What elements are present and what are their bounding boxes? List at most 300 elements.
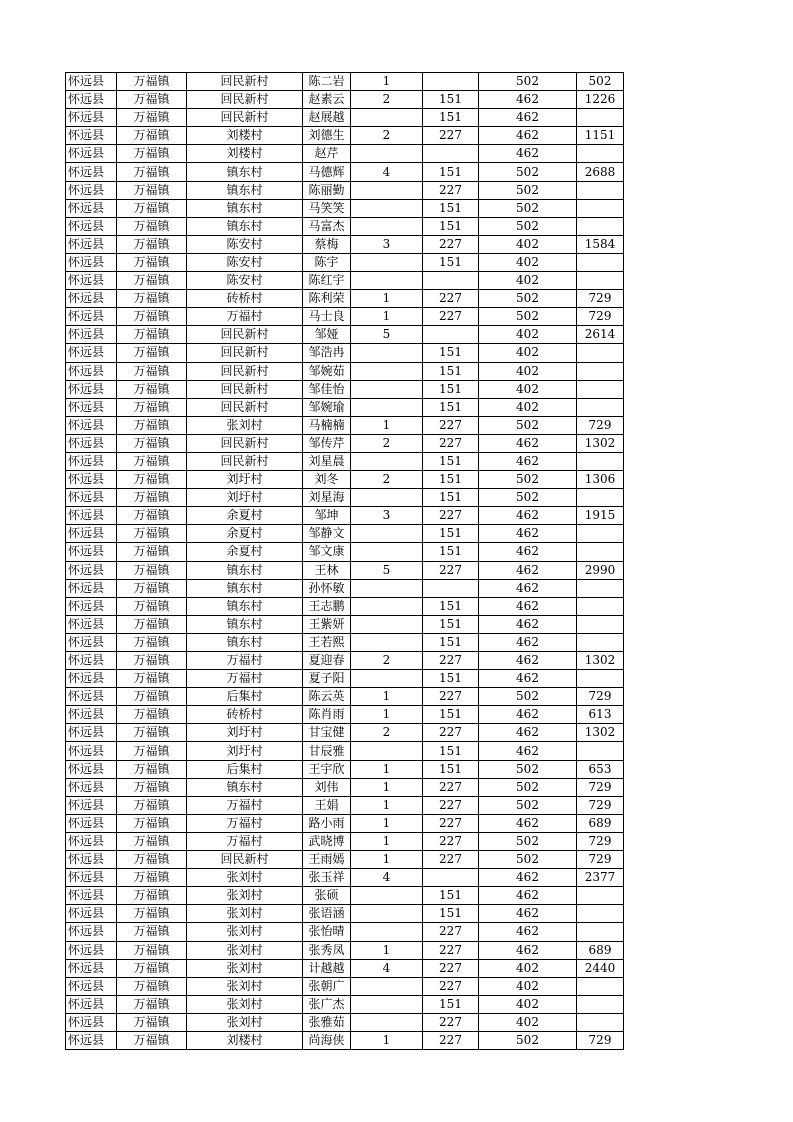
amount-b-cell: 502 bbox=[479, 181, 577, 199]
town-cell: 万福镇 bbox=[117, 923, 187, 941]
amount-a-cell bbox=[423, 272, 479, 290]
amount-a-cell: 227 bbox=[423, 1031, 479, 1049]
amount-b-cell: 502 bbox=[479, 489, 577, 507]
household-size-cell: 2 bbox=[351, 91, 423, 109]
county-cell: 怀远县 bbox=[66, 706, 117, 724]
name-cell: 马德辉 bbox=[303, 163, 351, 181]
total-cell: 729 bbox=[577, 290, 624, 308]
amount-a-cell: 227 bbox=[423, 778, 479, 796]
amount-b-cell: 402 bbox=[479, 362, 577, 380]
county-cell: 怀远县 bbox=[66, 887, 117, 905]
village-cell: 张刘村 bbox=[187, 941, 303, 959]
total-cell: 729 bbox=[577, 851, 624, 869]
name-cell: 甘宝健 bbox=[303, 724, 351, 742]
village-cell: 万福村 bbox=[187, 832, 303, 850]
town-cell: 万福镇 bbox=[117, 416, 187, 434]
village-cell: 镇东村 bbox=[187, 633, 303, 651]
total-cell bbox=[577, 344, 624, 362]
table-row bbox=[66, 199, 624, 217]
county-cell: 怀远县 bbox=[66, 109, 117, 127]
village-cell: 万福村 bbox=[187, 670, 303, 688]
county-cell: 怀远县 bbox=[66, 326, 117, 344]
total-cell bbox=[577, 1013, 624, 1031]
village-cell: 张刘村 bbox=[187, 887, 303, 905]
town-cell: 万福镇 bbox=[117, 742, 187, 760]
total-cell bbox=[577, 923, 624, 941]
total-cell: 1302 bbox=[577, 724, 624, 742]
table-row bbox=[66, 597, 624, 615]
amount-b-cell: 402 bbox=[479, 959, 577, 977]
household-size-cell bbox=[351, 977, 423, 995]
town-cell: 万福镇 bbox=[117, 724, 187, 742]
table-row bbox=[66, 652, 624, 670]
table-row bbox=[66, 398, 624, 416]
village-cell: 刘楼村 bbox=[187, 1031, 303, 1049]
town-cell: 万福镇 bbox=[117, 597, 187, 615]
amount-a-cell: 227 bbox=[423, 290, 479, 308]
village-cell: 万福村 bbox=[187, 652, 303, 670]
town-cell: 万福镇 bbox=[117, 615, 187, 633]
county-cell: 怀远县 bbox=[66, 579, 117, 597]
household-size-cell: 2 bbox=[351, 127, 423, 145]
town-cell: 万福镇 bbox=[117, 959, 187, 977]
table-row bbox=[66, 543, 624, 561]
name-cell: 马士良 bbox=[303, 308, 351, 326]
name-cell: 刘德生 bbox=[303, 127, 351, 145]
county-cell: 怀远县 bbox=[66, 633, 117, 651]
town-cell: 万福镇 bbox=[117, 941, 187, 959]
amount-b-cell: 402 bbox=[479, 995, 577, 1013]
amount-a-cell: 151 bbox=[423, 109, 479, 127]
table-row bbox=[66, 253, 624, 271]
town-cell: 万福镇 bbox=[117, 869, 187, 887]
village-cell: 张刘村 bbox=[187, 923, 303, 941]
table-row bbox=[66, 742, 624, 760]
amount-a-cell: 227 bbox=[423, 923, 479, 941]
amount-b-cell: 502 bbox=[479, 760, 577, 778]
amount-b-cell: 462 bbox=[479, 615, 577, 633]
amount-b-cell: 402 bbox=[479, 235, 577, 253]
total-cell bbox=[577, 452, 624, 470]
name-cell: 邹婉瑜 bbox=[303, 398, 351, 416]
town-cell: 万福镇 bbox=[117, 290, 187, 308]
amount-b-cell: 462 bbox=[479, 941, 577, 959]
household-size-cell: 1 bbox=[351, 73, 423, 91]
name-cell: 刘冬 bbox=[303, 471, 351, 489]
table-row bbox=[66, 869, 624, 887]
amount-b-cell: 462 bbox=[479, 452, 577, 470]
amount-b-cell: 462 bbox=[479, 706, 577, 724]
amount-a-cell: 227 bbox=[423, 652, 479, 670]
county-cell: 怀远县 bbox=[66, 688, 117, 706]
table-row bbox=[66, 814, 624, 832]
amount-a-cell bbox=[423, 145, 479, 163]
county-cell: 怀远县 bbox=[66, 652, 117, 670]
county-cell: 怀远县 bbox=[66, 489, 117, 507]
town-cell: 万福镇 bbox=[117, 380, 187, 398]
amount-a-cell bbox=[423, 869, 479, 887]
name-cell: 张朝广 bbox=[303, 977, 351, 995]
amount-b-cell: 462 bbox=[479, 670, 577, 688]
table-row bbox=[66, 181, 624, 199]
household-size-cell: 1 bbox=[351, 706, 423, 724]
total-cell: 729 bbox=[577, 796, 624, 814]
name-cell: 王娟 bbox=[303, 796, 351, 814]
county-cell: 怀远县 bbox=[66, 959, 117, 977]
total-cell bbox=[577, 887, 624, 905]
village-cell: 余夏村 bbox=[187, 543, 303, 561]
town-cell: 万福镇 bbox=[117, 688, 187, 706]
amount-a-cell bbox=[423, 579, 479, 597]
amount-a-cell: 227 bbox=[423, 416, 479, 434]
village-cell: 张刘村 bbox=[187, 905, 303, 923]
village-cell: 后集村 bbox=[187, 760, 303, 778]
county-cell: 怀远县 bbox=[66, 525, 117, 543]
county-cell: 怀远县 bbox=[66, 851, 117, 869]
household-size-cell: 2 bbox=[351, 471, 423, 489]
amount-a-cell: 227 bbox=[423, 235, 479, 253]
table-row bbox=[66, 344, 624, 362]
village-cell: 刘圩村 bbox=[187, 742, 303, 760]
amount-a-cell: 151 bbox=[423, 995, 479, 1013]
household-size-cell bbox=[351, 344, 423, 362]
table-row bbox=[66, 633, 624, 651]
name-cell: 刘伟 bbox=[303, 778, 351, 796]
town-cell: 万福镇 bbox=[117, 1013, 187, 1031]
name-cell: 尚海侠 bbox=[303, 1031, 351, 1049]
village-cell: 镇东村 bbox=[187, 199, 303, 217]
amount-b-cell: 462 bbox=[479, 652, 577, 670]
town-cell: 万福镇 bbox=[117, 814, 187, 832]
county-cell: 怀远县 bbox=[66, 760, 117, 778]
name-cell: 路小雨 bbox=[303, 814, 351, 832]
household-size-cell: 4 bbox=[351, 869, 423, 887]
county-cell: 怀远县 bbox=[66, 814, 117, 832]
town-cell: 万福镇 bbox=[117, 760, 187, 778]
village-cell: 张刘村 bbox=[187, 416, 303, 434]
county-cell: 怀远县 bbox=[66, 127, 117, 145]
amount-a-cell: 227 bbox=[423, 507, 479, 525]
name-cell: 夏子阳 bbox=[303, 670, 351, 688]
total-cell bbox=[577, 995, 624, 1013]
county-cell: 怀远县 bbox=[66, 362, 117, 380]
county-cell: 怀远县 bbox=[66, 561, 117, 579]
county-cell: 怀远县 bbox=[66, 145, 117, 163]
household-size-cell bbox=[351, 543, 423, 561]
table-row bbox=[66, 724, 624, 742]
amount-b-cell: 502 bbox=[479, 199, 577, 217]
county-cell: 怀远县 bbox=[66, 1031, 117, 1049]
name-cell: 王志鹏 bbox=[303, 597, 351, 615]
amount-b-cell: 462 bbox=[479, 434, 577, 452]
county-cell: 怀远县 bbox=[66, 796, 117, 814]
village-cell: 回民新村 bbox=[187, 344, 303, 362]
county-cell: 怀远县 bbox=[66, 923, 117, 941]
county-cell: 怀远县 bbox=[66, 869, 117, 887]
town-cell: 万福镇 bbox=[117, 796, 187, 814]
village-cell: 张刘村 bbox=[187, 869, 303, 887]
household-size-cell: 4 bbox=[351, 959, 423, 977]
name-cell: 孙怀敏 bbox=[303, 579, 351, 597]
total-cell: 1306 bbox=[577, 471, 624, 489]
total-cell: 2990 bbox=[577, 561, 624, 579]
village-cell: 镇东村 bbox=[187, 778, 303, 796]
amount-a-cell: 227 bbox=[423, 796, 479, 814]
county-cell: 怀远县 bbox=[66, 253, 117, 271]
village-cell: 陈安村 bbox=[187, 272, 303, 290]
household-size-cell: 1 bbox=[351, 416, 423, 434]
county-cell: 怀远县 bbox=[66, 272, 117, 290]
table-row bbox=[66, 1013, 624, 1031]
county-cell: 怀远县 bbox=[66, 597, 117, 615]
amount-b-cell: 462 bbox=[479, 814, 577, 832]
village-cell: 回民新村 bbox=[187, 362, 303, 380]
name-cell: 赵展越 bbox=[303, 109, 351, 127]
table-row bbox=[66, 145, 624, 163]
county-cell: 怀远县 bbox=[66, 543, 117, 561]
amount-a-cell: 151 bbox=[423, 91, 479, 109]
total-cell: 2377 bbox=[577, 869, 624, 887]
household-size-cell: 3 bbox=[351, 235, 423, 253]
amount-b-cell: 402 bbox=[479, 326, 577, 344]
household-size-cell: 4 bbox=[351, 163, 423, 181]
village-cell: 万福村 bbox=[187, 308, 303, 326]
household-size-cell: 1 bbox=[351, 760, 423, 778]
county-cell: 怀远县 bbox=[66, 832, 117, 850]
household-size-cell bbox=[351, 380, 423, 398]
town-cell: 万福镇 bbox=[117, 434, 187, 452]
town-cell: 万福镇 bbox=[117, 199, 187, 217]
amount-b-cell: 502 bbox=[479, 471, 577, 489]
total-cell bbox=[577, 905, 624, 923]
table-row bbox=[66, 434, 624, 452]
amount-b-cell: 462 bbox=[479, 724, 577, 742]
table-row bbox=[66, 615, 624, 633]
household-size-cell bbox=[351, 579, 423, 597]
amount-a-cell: 151 bbox=[423, 633, 479, 651]
county-cell: 怀远县 bbox=[66, 344, 117, 362]
town-cell: 万福镇 bbox=[117, 73, 187, 91]
name-cell: 马楠楠 bbox=[303, 416, 351, 434]
town-cell: 万福镇 bbox=[117, 235, 187, 253]
name-cell: 马富杰 bbox=[303, 217, 351, 235]
table-row bbox=[66, 941, 624, 959]
household-size-cell: 2 bbox=[351, 434, 423, 452]
town-cell: 万福镇 bbox=[117, 163, 187, 181]
table-row bbox=[66, 272, 624, 290]
name-cell: 邹浩冉 bbox=[303, 344, 351, 362]
village-cell: 刘楼村 bbox=[187, 127, 303, 145]
county-cell: 怀远县 bbox=[66, 941, 117, 959]
village-cell: 陈安村 bbox=[187, 253, 303, 271]
table-row bbox=[66, 905, 624, 923]
name-cell: 夏迎春 bbox=[303, 652, 351, 670]
amount-b-cell: 502 bbox=[479, 290, 577, 308]
table-row bbox=[66, 1031, 624, 1049]
household-size-cell bbox=[351, 272, 423, 290]
name-cell: 邹坤 bbox=[303, 507, 351, 525]
table-row bbox=[66, 362, 624, 380]
total-cell bbox=[577, 633, 624, 651]
amount-b-cell: 502 bbox=[479, 416, 577, 434]
name-cell: 王若熙 bbox=[303, 633, 351, 651]
county-cell: 怀远县 bbox=[66, 380, 117, 398]
amount-a-cell: 227 bbox=[423, 561, 479, 579]
village-cell: 镇东村 bbox=[187, 163, 303, 181]
total-cell: 729 bbox=[577, 1031, 624, 1049]
name-cell: 王紫妍 bbox=[303, 615, 351, 633]
amount-a-cell: 227 bbox=[423, 941, 479, 959]
amount-b-cell: 462 bbox=[479, 543, 577, 561]
town-cell: 万福镇 bbox=[117, 525, 187, 543]
total-cell bbox=[577, 597, 624, 615]
amount-a-cell: 151 bbox=[423, 615, 479, 633]
county-cell: 怀远县 bbox=[66, 434, 117, 452]
amount-a-cell: 151 bbox=[423, 362, 479, 380]
name-cell: 陈宇 bbox=[303, 253, 351, 271]
total-cell: 689 bbox=[577, 941, 624, 959]
village-cell: 张刘村 bbox=[187, 1013, 303, 1031]
household-size-cell bbox=[351, 489, 423, 507]
village-cell: 刘圩村 bbox=[187, 489, 303, 507]
village-cell: 张刘村 bbox=[187, 959, 303, 977]
village-cell: 张刘村 bbox=[187, 995, 303, 1013]
village-cell: 余夏村 bbox=[187, 507, 303, 525]
county-cell: 怀远县 bbox=[66, 1013, 117, 1031]
town-cell: 万福镇 bbox=[117, 398, 187, 416]
table-row bbox=[66, 416, 624, 434]
amount-b-cell: 462 bbox=[479, 597, 577, 615]
county-cell: 怀远县 bbox=[66, 471, 117, 489]
county-cell: 怀远县 bbox=[66, 724, 117, 742]
town-cell: 万福镇 bbox=[117, 1031, 187, 1049]
name-cell: 邹婉茹 bbox=[303, 362, 351, 380]
total-cell bbox=[577, 272, 624, 290]
name-cell: 邹传芹 bbox=[303, 434, 351, 452]
name-cell: 陈红宇 bbox=[303, 272, 351, 290]
amount-b-cell: 502 bbox=[479, 796, 577, 814]
amount-a-cell: 151 bbox=[423, 452, 479, 470]
amount-a-cell: 227 bbox=[423, 434, 479, 452]
household-size-cell: 5 bbox=[351, 326, 423, 344]
household-size-cell bbox=[351, 217, 423, 235]
amount-a-cell: 151 bbox=[423, 344, 479, 362]
amount-a-cell: 227 bbox=[423, 308, 479, 326]
table-row bbox=[66, 380, 624, 398]
town-cell: 万福镇 bbox=[117, 91, 187, 109]
total-cell: 689 bbox=[577, 814, 624, 832]
amount-b-cell: 402 bbox=[479, 253, 577, 271]
amount-b-cell: 462 bbox=[479, 145, 577, 163]
amount-a-cell: 227 bbox=[423, 832, 479, 850]
table-row bbox=[66, 308, 624, 326]
amount-a-cell: 151 bbox=[423, 525, 479, 543]
household-size-cell bbox=[351, 633, 423, 651]
table-row bbox=[66, 995, 624, 1013]
table-row bbox=[66, 561, 624, 579]
table-row bbox=[66, 73, 624, 91]
table-row bbox=[66, 796, 624, 814]
total-cell: 1226 bbox=[577, 91, 624, 109]
total-cell: 729 bbox=[577, 832, 624, 850]
total-cell: 613 bbox=[577, 706, 624, 724]
village-cell: 回民新村 bbox=[187, 851, 303, 869]
household-size-cell bbox=[351, 670, 423, 688]
relief-roster-table bbox=[65, 72, 624, 1050]
amount-a-cell: 151 bbox=[423, 706, 479, 724]
county-cell: 怀远县 bbox=[66, 742, 117, 760]
county-cell: 怀远县 bbox=[66, 416, 117, 434]
town-cell: 万福镇 bbox=[117, 253, 187, 271]
total-cell bbox=[577, 145, 624, 163]
amount-a-cell: 151 bbox=[423, 380, 479, 398]
total-cell: 729 bbox=[577, 416, 624, 434]
county-cell: 怀远县 bbox=[66, 452, 117, 470]
table-row bbox=[66, 887, 624, 905]
town-cell: 万福镇 bbox=[117, 326, 187, 344]
household-size-cell: 1 bbox=[351, 290, 423, 308]
table-row bbox=[66, 778, 624, 796]
town-cell: 万福镇 bbox=[117, 670, 187, 688]
total-cell: 2688 bbox=[577, 163, 624, 181]
household-size-cell: 2 bbox=[351, 652, 423, 670]
table-body bbox=[66, 73, 624, 1050]
name-cell: 王宇欣 bbox=[303, 760, 351, 778]
amount-a-cell: 151 bbox=[423, 199, 479, 217]
total-cell: 1915 bbox=[577, 507, 624, 525]
table-row bbox=[66, 525, 624, 543]
table-row bbox=[66, 688, 624, 706]
county-cell: 怀远县 bbox=[66, 398, 117, 416]
name-cell: 张秀凤 bbox=[303, 941, 351, 959]
table-row bbox=[66, 670, 624, 688]
town-cell: 万福镇 bbox=[117, 778, 187, 796]
amount-b-cell: 502 bbox=[479, 688, 577, 706]
table-row bbox=[66, 923, 624, 941]
village-cell: 镇东村 bbox=[187, 181, 303, 199]
town-cell: 万福镇 bbox=[117, 633, 187, 651]
village-cell: 刘楼村 bbox=[187, 145, 303, 163]
total-cell bbox=[577, 579, 624, 597]
county-cell: 怀远县 bbox=[66, 977, 117, 995]
town-cell: 万福镇 bbox=[117, 579, 187, 597]
total-cell: 502 bbox=[577, 73, 624, 91]
total-cell bbox=[577, 109, 624, 127]
name-cell: 张广杰 bbox=[303, 995, 351, 1013]
table-row bbox=[66, 959, 624, 977]
total-cell: 2440 bbox=[577, 959, 624, 977]
table-row bbox=[66, 851, 624, 869]
village-cell: 万福村 bbox=[187, 814, 303, 832]
village-cell: 镇东村 bbox=[187, 615, 303, 633]
household-size-cell bbox=[351, 109, 423, 127]
total-cell bbox=[577, 253, 624, 271]
total-cell bbox=[577, 489, 624, 507]
amount-b-cell: 462 bbox=[479, 905, 577, 923]
total-cell: 729 bbox=[577, 308, 624, 326]
name-cell: 王雨嫣 bbox=[303, 851, 351, 869]
table-row bbox=[66, 579, 624, 597]
amount-a-cell: 151 bbox=[423, 217, 479, 235]
amount-a-cell: 151 bbox=[423, 905, 479, 923]
table-row bbox=[66, 507, 624, 525]
amount-b-cell: 502 bbox=[479, 163, 577, 181]
amount-b-cell: 462 bbox=[479, 127, 577, 145]
household-size-cell: 1 bbox=[351, 778, 423, 796]
amount-a-cell: 151 bbox=[423, 543, 479, 561]
village-cell: 镇东村 bbox=[187, 561, 303, 579]
village-cell: 镇东村 bbox=[187, 597, 303, 615]
